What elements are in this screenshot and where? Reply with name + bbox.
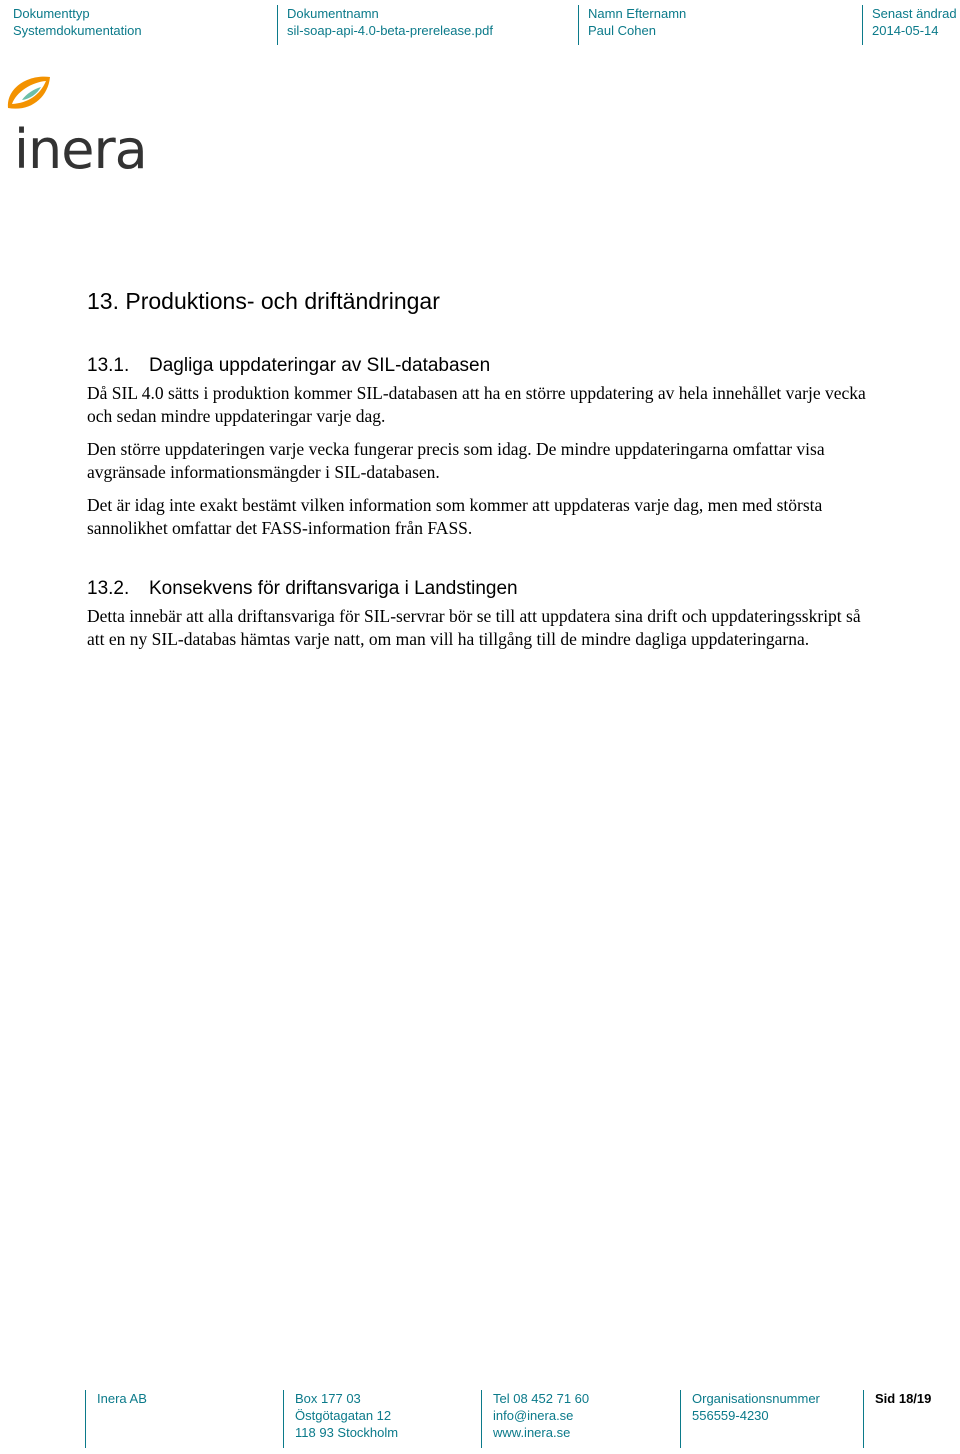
- section-heading: 13. Produktions- och driftändringar: [87, 288, 440, 314]
- header-author-label: Namn Efternamn: [588, 6, 687, 21]
- header-modified: [862, 5, 960, 45]
- inera-logo: [0, 70, 175, 175]
- footer-org-value: 556559-4230: [692, 1408, 769, 1423]
- footer-address-line: 118 93 Stockholm: [295, 1425, 399, 1440]
- footer-address-line: Östgötagatan 12: [295, 1408, 392, 1423]
- footer-org: [680, 1390, 863, 1448]
- footer-website[interactable]: www.inera.se: [493, 1425, 571, 1440]
- paragraph: Då SIL 4.0 sätts i produktion kommer SIL-databasen att ha en större uppdatering av hela innehållet varje vecka och sedan mindre uppdateringar varje dag.: [87, 383, 866, 426]
- footer-address: [283, 1390, 481, 1448]
- footer-org-label: Organisationsnummer: [692, 1391, 820, 1406]
- header-modified-label: Senast ändrad: [872, 6, 957, 21]
- header-doc-type-value: Systemdokumentation: [13, 23, 142, 38]
- footer-address-line: Box 177 03: [295, 1391, 361, 1406]
- header-author-value: Paul Cohen: [588, 23, 656, 38]
- footer-page: [863, 1390, 960, 1448]
- footer-phone: Tel 08 452 71 60: [493, 1391, 590, 1406]
- footer-email[interactable]: info@inera.se: [493, 1408, 574, 1423]
- header-author: [578, 5, 862, 45]
- subsection-1-number: 13.1.: [87, 355, 130, 376]
- subsection-2-number: 13.2.: [87, 578, 130, 599]
- paragraph: Detta innebär att alla driftansvariga för SIL-servrar bör se till att uppdatera sina drift och uppdateringsskript så att en ny SIL-databas hämtas varje natt, om man vill ha tillgång till de mindre dagliga uppdateringarna.: [87, 606, 861, 649]
- paragraph: Det är idag inte exakt bestämt vilken information som kommer att uppdateras varje dag, men med största sannolikhet omfattar det FASS-information från FASS.: [87, 495, 823, 538]
- subsection-2-title: Konsekvens för driftansvariga i Landstingen: [149, 578, 518, 599]
- logo-wordmark: inera: [14, 118, 147, 175]
- paragraph: Den större uppdateringen varje vecka fungerar precis som idag. De mindre uppdateringarna omfattar visa avgränsade informationsmängder i SIL-databasen.: [87, 439, 825, 482]
- header-doc-type-label: Dokumenttyp: [13, 6, 90, 21]
- footer-contact: [481, 1390, 680, 1448]
- footer-company-name: Inera AB: [97, 1391, 147, 1406]
- page-number: Sid 18/19: [875, 1391, 932, 1406]
- footer-company: [85, 1390, 283, 1448]
- subsection-heading-2: [87, 578, 518, 600]
- header-doc-name-value: sil-soap-api-4.0-beta-prerelease.pdf: [287, 23, 493, 38]
- subsection-1-title: Dagliga uppdateringar av SIL-databasen: [149, 355, 491, 376]
- header-doc-name: [277, 5, 577, 45]
- header-doc-type: [0, 5, 278, 45]
- subsection-heading-1: [87, 355, 490, 377]
- header-modified-value: 2014-05-14: [872, 23, 939, 38]
- header-doc-name-label: Dokumentnamn: [287, 6, 379, 21]
